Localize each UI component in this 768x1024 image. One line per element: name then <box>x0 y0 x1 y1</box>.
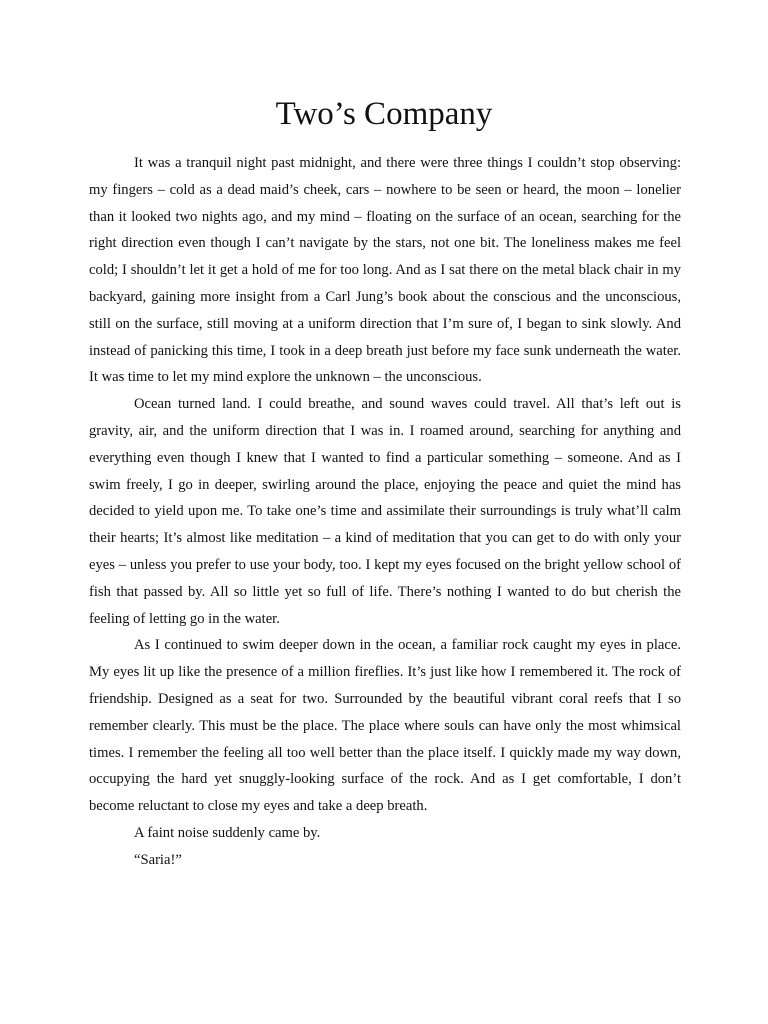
paragraph: Ocean turned land. I could breathe, and sound waves could travel. All that’s left out is gravity, air, and the uniform direction that I was in. I roamed around, searching for anything and everything even though I knew that I wanted to find a particular something – someone. And as I swim freely, I go in deeper, swirling around the place, enjoying the peace and quiet the mind has decided to yield upon me. To take one’s time and assimilate their surroundings is truly what’ll calm their hearts; It’s almost like meditation – a kind of meditation that you can get to do with only your eyes – unless you prefer to use your body, too. I kept my eyes focused on the bright yellow school of fish that passed by. All so little yet so full of life. There’s nothing I wanted to do but cherish the feeling of letting go in the water. <box>89 396 681 627</box>
document-body <box>89 150 681 874</box>
document-title: Two’s Company <box>275 96 493 132</box>
paragraph: As I continued to swim deeper down in the ocean, a familiar rock caught my eyes in place. My eyes lit up like the presence of a million fireflies. It’s just like how I remembered it. The rock of friendship. Designed as a seat for two. Surrounded by the beautiful vibrant coral reefs that I so remember clearly. This must be the place. The place where souls can have only the most whimsical times. I remember the feeling all too well better than the place itself. I quickly made my way down, occupying the hard yet snuggly-looking surface of the rock. And as I get comfortable, I don’t become reluctant to close my eyes and take a deep breath. <box>89 637 681 815</box>
paragraph: A faint noise suddenly came by. <box>134 824 321 841</box>
paragraph: It was a tranquil night past midnight, and there were three things I couldn’t stop observing: my fingers – cold as a dead maid’s cheek, cars – nowhere to be seen or heard, the moon – lonelier than it looked two nights ago, and my mind – floating on the surface of an ocean, searching for the right direction even though I can’t navigate by the stars, not one bit. The loneliness makes me feel cold; I shouldn’t let it get a hold of me for too long. And as I sat there on the metal black chair in my backyard, gaining more insight from a Carl Jung’s book about the conscious and the unconscious, still on the surface, still moving at a uniform direction that I’m sure of, I began to sink slowly. And instead of panicking this time, I took in a deep breath just before my face sunk underneath the water. It was time to let my mind explore the unknown – the unconscious. <box>89 155 681 386</box>
paragraph: “Saria!” <box>134 851 182 868</box>
